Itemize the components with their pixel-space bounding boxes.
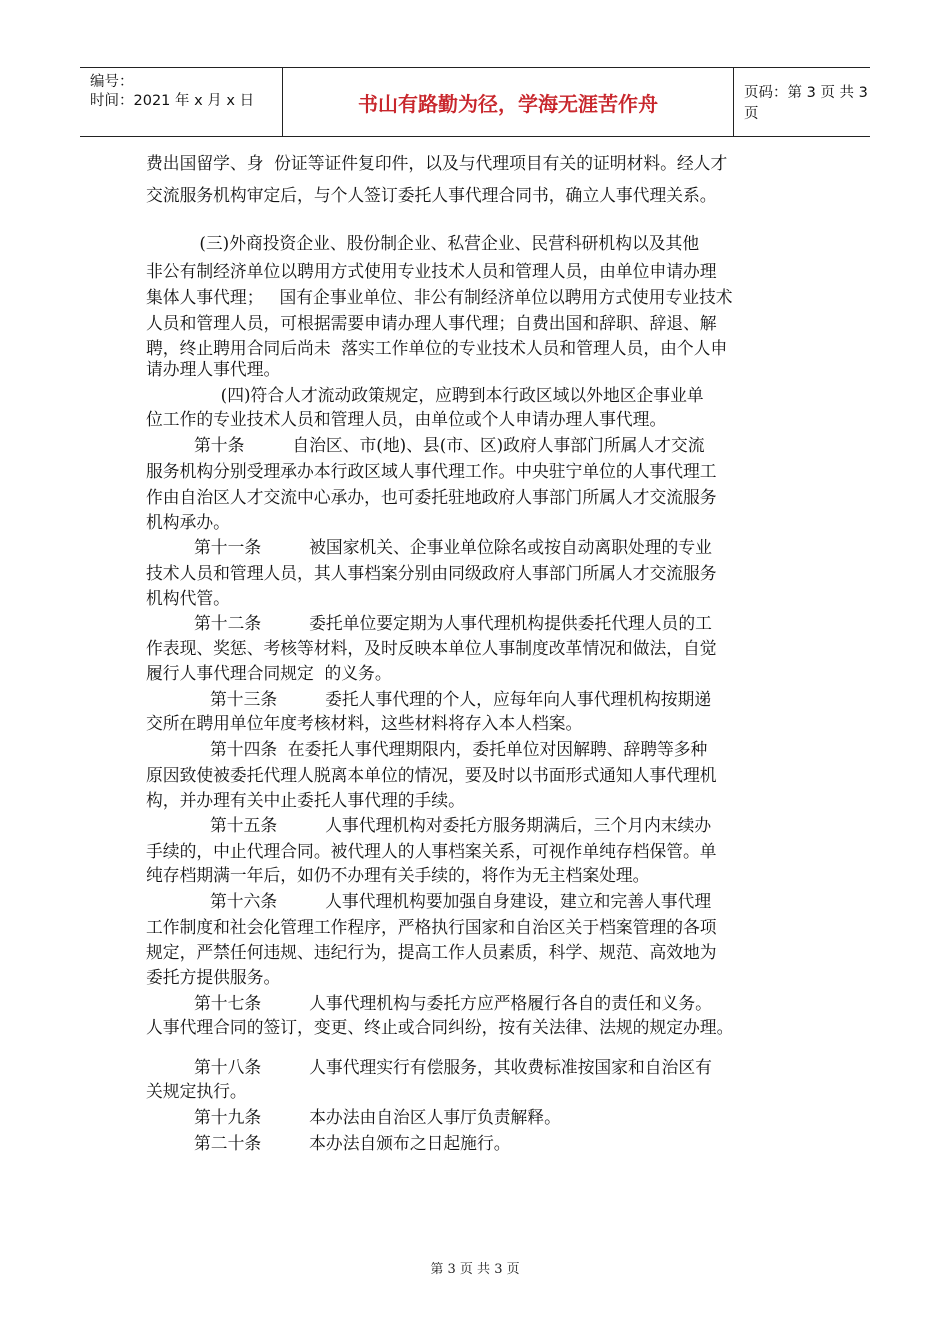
date-label: 时间：2021 年 x 月 x 日 [90,93,255,109]
body-line: 集体人事代理； 国有企事业单位、非公有制经济单位以聘用方式使用专业技术 [146,287,733,307]
body-line: 规定，严禁任何违规、违纪行为，提高工作人员素质，科学、规范、高效地为 [146,942,717,962]
body-line: 位工作的专业技术人员和管理人员，由单位或个人申请办理人事代理。 [146,409,667,429]
body-line: 第二十条 本办法自颁布之日起施行。 [146,1133,511,1153]
body-line: 第十一条 被国家机关、企事业单位除名或按自动离职处理的专业 [146,537,712,557]
body-line: 第十六条 人事代理机构要加强自身建设，建立和完善人事代理 [146,891,712,911]
body-line: 第十八条 人事代理实行有偿服务，其收费标准按国家和自治区有 [146,1057,712,1077]
body-line: 关规定执行。 [146,1081,247,1101]
body-line: 交所在聘用单位年度考核材料，这些材料将存入本人档案。 [146,713,583,733]
page-footer: 第 3 页 共 3 页 [430,1262,520,1277]
body-line: 第十四条 在委托人事代理期限内，委托单位对因解聘、辞聘等多种 [146,739,708,759]
body-line: 第十九条 本办法由自治区人事厅负责解释。 [146,1107,561,1127]
body-line: 工作制度和社会化管理工作程序，严格执行国家和自治区关于档案管理的各项 [146,917,717,937]
body-line: (三)外商投资企业、股份制企业、私营企业、民营科研机构以及其他 [146,233,700,253]
body-line: 第十七条 人事代理机构与委托方应严格履行各自的责任和义务。 [146,993,712,1013]
body-line: 履行人事代理合同规定 的义务。 [146,663,392,683]
body-line: 请办理人事代理。 [146,359,281,379]
header-motto: 书山有路勤为径，学海无涯苦作舟 [283,68,734,136]
body-line: 服务机构分别受理承办本行政区域人事代理工作。中央驻宁单位的人事代理工 [146,461,717,481]
body-line: (四)符合人才流动政策规定，应聘到本行政区域以外地区企事业单 [146,385,704,405]
page-header [80,67,870,137]
body-line: 委托方提供服务。 [146,967,281,987]
body-line: 原因致使被委托代理人脱离本单位的情况，要及时以书面形式通知人事代理机 [146,765,717,785]
header-meta [80,68,283,136]
body-line: 机构承办。 [146,512,230,532]
body-line: 交流服务机构审定后，与个人签订委托人事代理合同书，确立人事代理关系。 [146,185,717,205]
body-line: 第十五条 人事代理机构对委托方服务期满后，三个月内末续办 [146,815,712,835]
body-line: 第十三条 委托人事代理的个人，应每年向人事代理机构按期递 [146,689,712,709]
body-line: 非公有制经济单位以聘用方式使用专业技术人员和管理人员，由单位申请办理 [146,261,717,281]
body-line: 手续的，中止代理合同。被代理人的人事档案关系，可视作单纯存档保管。单 [146,841,717,861]
body-line: 技术人员和管理人员，其人事档案分别由同级政府人事部门所属人才交流服务 [146,563,717,583]
body-line: 构，并办理有关中止委托人事代理的手续。 [146,790,465,810]
body-line: 人员和管理人员，可根据需要申请办理人事代理；自费出国和辞职、辞退、解 [146,313,717,333]
body-line: 机构代管。 [146,588,230,608]
body-line: 人事代理合同的签订，变更、终止或合同纠纷，按有关法律、法规的规定办理。 [146,1017,734,1037]
body-line: 作由自治区人才交流中心承办，也可委托驻地政府人事部门所属人才交流服务 [146,487,717,507]
body-line: 作表现、奖惩、考核等材料，及时反映本单位人事制度改革情况和做法，自觉 [146,638,717,658]
body-line: 第十二条 委托单位要定期为人事代理机构提供委托代理人员的工 [146,613,712,633]
body-line: 聘，终止聘用合同后尚未 落实工作单位的专业技术人员和管理人员，由个人申 [146,338,728,358]
body-line: 费出国留学、身 份证等证件复印件，以及与代理项目有关的证明材料。经人才 [146,153,728,173]
number-label: 编号： [90,74,134,90]
body-line: 纯存档期满一年后，如仍不办理有关手续的，将作为无主档案处理。 [146,865,650,885]
body-line: 第十条 自治区、市(地)、县(市、区)政府人事部门所属人才交流 [146,435,705,455]
header-page-label: 页码：第 3 页 共 3 页 [744,85,868,122]
